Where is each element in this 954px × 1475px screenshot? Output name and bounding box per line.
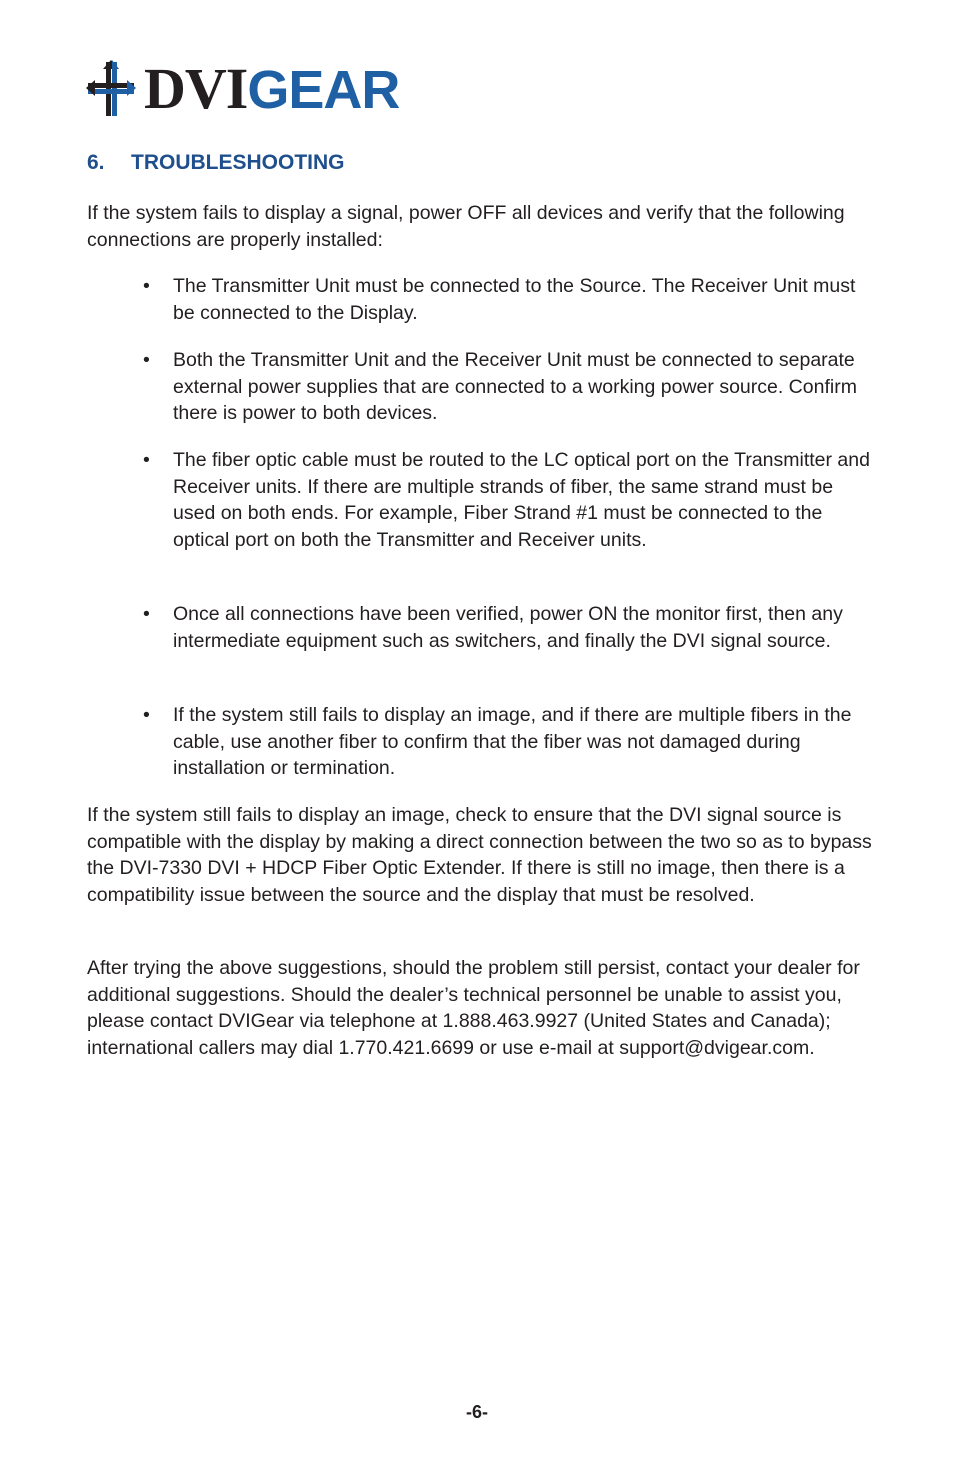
compatibility-paragraph: If the system still fails to display an image, check to ensure that the DVI signal source is compatible with the display by making a direct connection between the two so as to bypass the DVI-7330 DVI + HDCP Fiber Optic Extender. If there is still no image, then there is a compatibility issue between the source and the display that must be resolved. (87, 804, 872, 906)
list-item (87, 601, 877, 702)
list-item (87, 702, 877, 782)
list-item (87, 347, 877, 447)
intro-paragraph: If the system fails to display a signal, power OFF all devices and verify that the following connections are properly installed: (87, 202, 845, 251)
section-number: 6. (87, 151, 105, 174)
logo-text-gear: GEAR (247, 60, 400, 120)
dvigear-logo (86, 56, 400, 121)
checklist (87, 273, 877, 782)
list-item (87, 273, 877, 347)
bullet-dot: • (143, 275, 150, 297)
list-item (87, 447, 877, 601)
section-title: TROUBLESHOOTING (131, 151, 345, 174)
cross-arrow-logo-icon (86, 60, 136, 118)
list-item-text: The fiber optic cable must be routed to the LC optical port on the Transmitter and Receiver units. If there are multiple strands of fiber, the same strand must be used on both ends. For example, Fiber Strand #1 must be connected to the optical port on both the Transmitter and Receiver units. (173, 449, 870, 551)
list-item-text: Once all connections have been verified, power ON the monitor first, then any intermediate equipment such as switchers, and finally the DVI signal source. (173, 603, 843, 652)
bullet-dot: • (143, 449, 150, 471)
section-heading (87, 151, 345, 175)
bullet-dot: • (143, 349, 150, 371)
list-item-text: If the system still fails to display an image, and if there are multiple fibers in the cable, use another fiber to confirm that the fiber was not damaged during installation or termination. (173, 704, 852, 779)
contact-paragraph: After trying the above suggestions, should the problem still persist, contact your dealer for additional suggestions. Should the dealer’s technical personnel be unable to assist you, please contact DVIGear via telephone at 1.888.463.9927 (United States and Canada); international callers may dial 1.770.421.6699 or use e-mail at support@dvigear.com. (87, 957, 860, 1059)
logo-wordmark (144, 56, 400, 121)
bullet-dot: • (143, 704, 150, 726)
list-item-text: The Transmitter Unit must be connected to the Source. The Receiver Unit must be connected to the Display. (173, 275, 856, 324)
page-number: -6- (466, 1402, 488, 1422)
bullet-dot: • (143, 603, 150, 625)
logo-text-dvi: DVI (144, 56, 248, 121)
list-item-text: Both the Transmitter Unit and the Receiver Unit must be connected to separate external power supplies that are connected to a working power source. Confirm there is power to both devices. (173, 349, 857, 424)
